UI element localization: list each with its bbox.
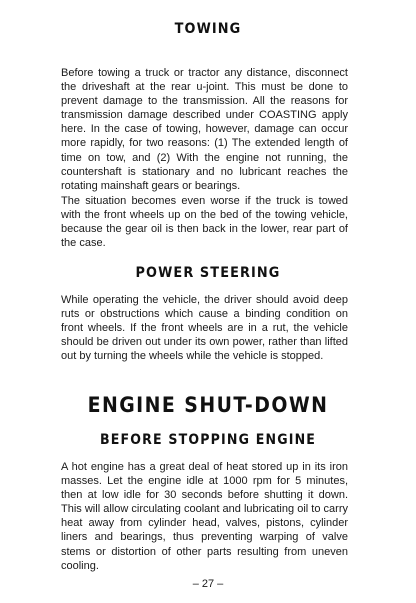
power-steering-paragraph: While operating the vehicle, the driver should avoid deep ruts or obstructions which cause a binding condition on front wheels. If the front wheels are in a rut, the vehicle should be driven out under its own power, rather than lifted out by turning the wheels while the vehicle is stopped. (61, 294, 348, 363)
towing-paragraph-1: Before towing a truck or tractor any distance, disconnect the driveshaft at the rear u-joint. This must be done to prevent damage to the transmission. All the reasons for transmission damage described under COASTING apply here. In the case of towing, however, damage can occur more rapidly, for two reasons: (1) The extended length of time on tow, and (2) With the engine not running, the countershaft is stationary and no lubricant reaches the rotating mainshaft gears or bearings. (61, 67, 348, 192)
engine-shutdown-paragraph: A hot engine has a great deal of heat stored up in its iron masses. Let the engine idle at 1000 rpm for 5 minutes, then at low idle for 30 seconds before shutting it down. This will allow circulating coolant and lubricating oil to carry heat away from cylinder head, valves, pistons, cylinder liners and bearings, thus preventing warping of valve stems or distortion of other parts resulting from uneven cooling. (61, 461, 348, 572)
engine-shutdown-heading: ENGINE SHUT-DOWN (87, 393, 329, 417)
page-number: – 27 – (192, 578, 224, 590)
towing-heading: TOWING (174, 21, 242, 37)
power-steering-heading: POWER STEERING (135, 265, 281, 281)
towing-paragraph-2: The situation becomes even worse if the truck is towed with the front wheels up on the bed of the towing vehicle, because the gear oil is then back in the lower, rear part of the case. (61, 195, 348, 250)
before-stopping-engine-subheading: BEFORE STOPPING ENGINE (99, 432, 317, 448)
